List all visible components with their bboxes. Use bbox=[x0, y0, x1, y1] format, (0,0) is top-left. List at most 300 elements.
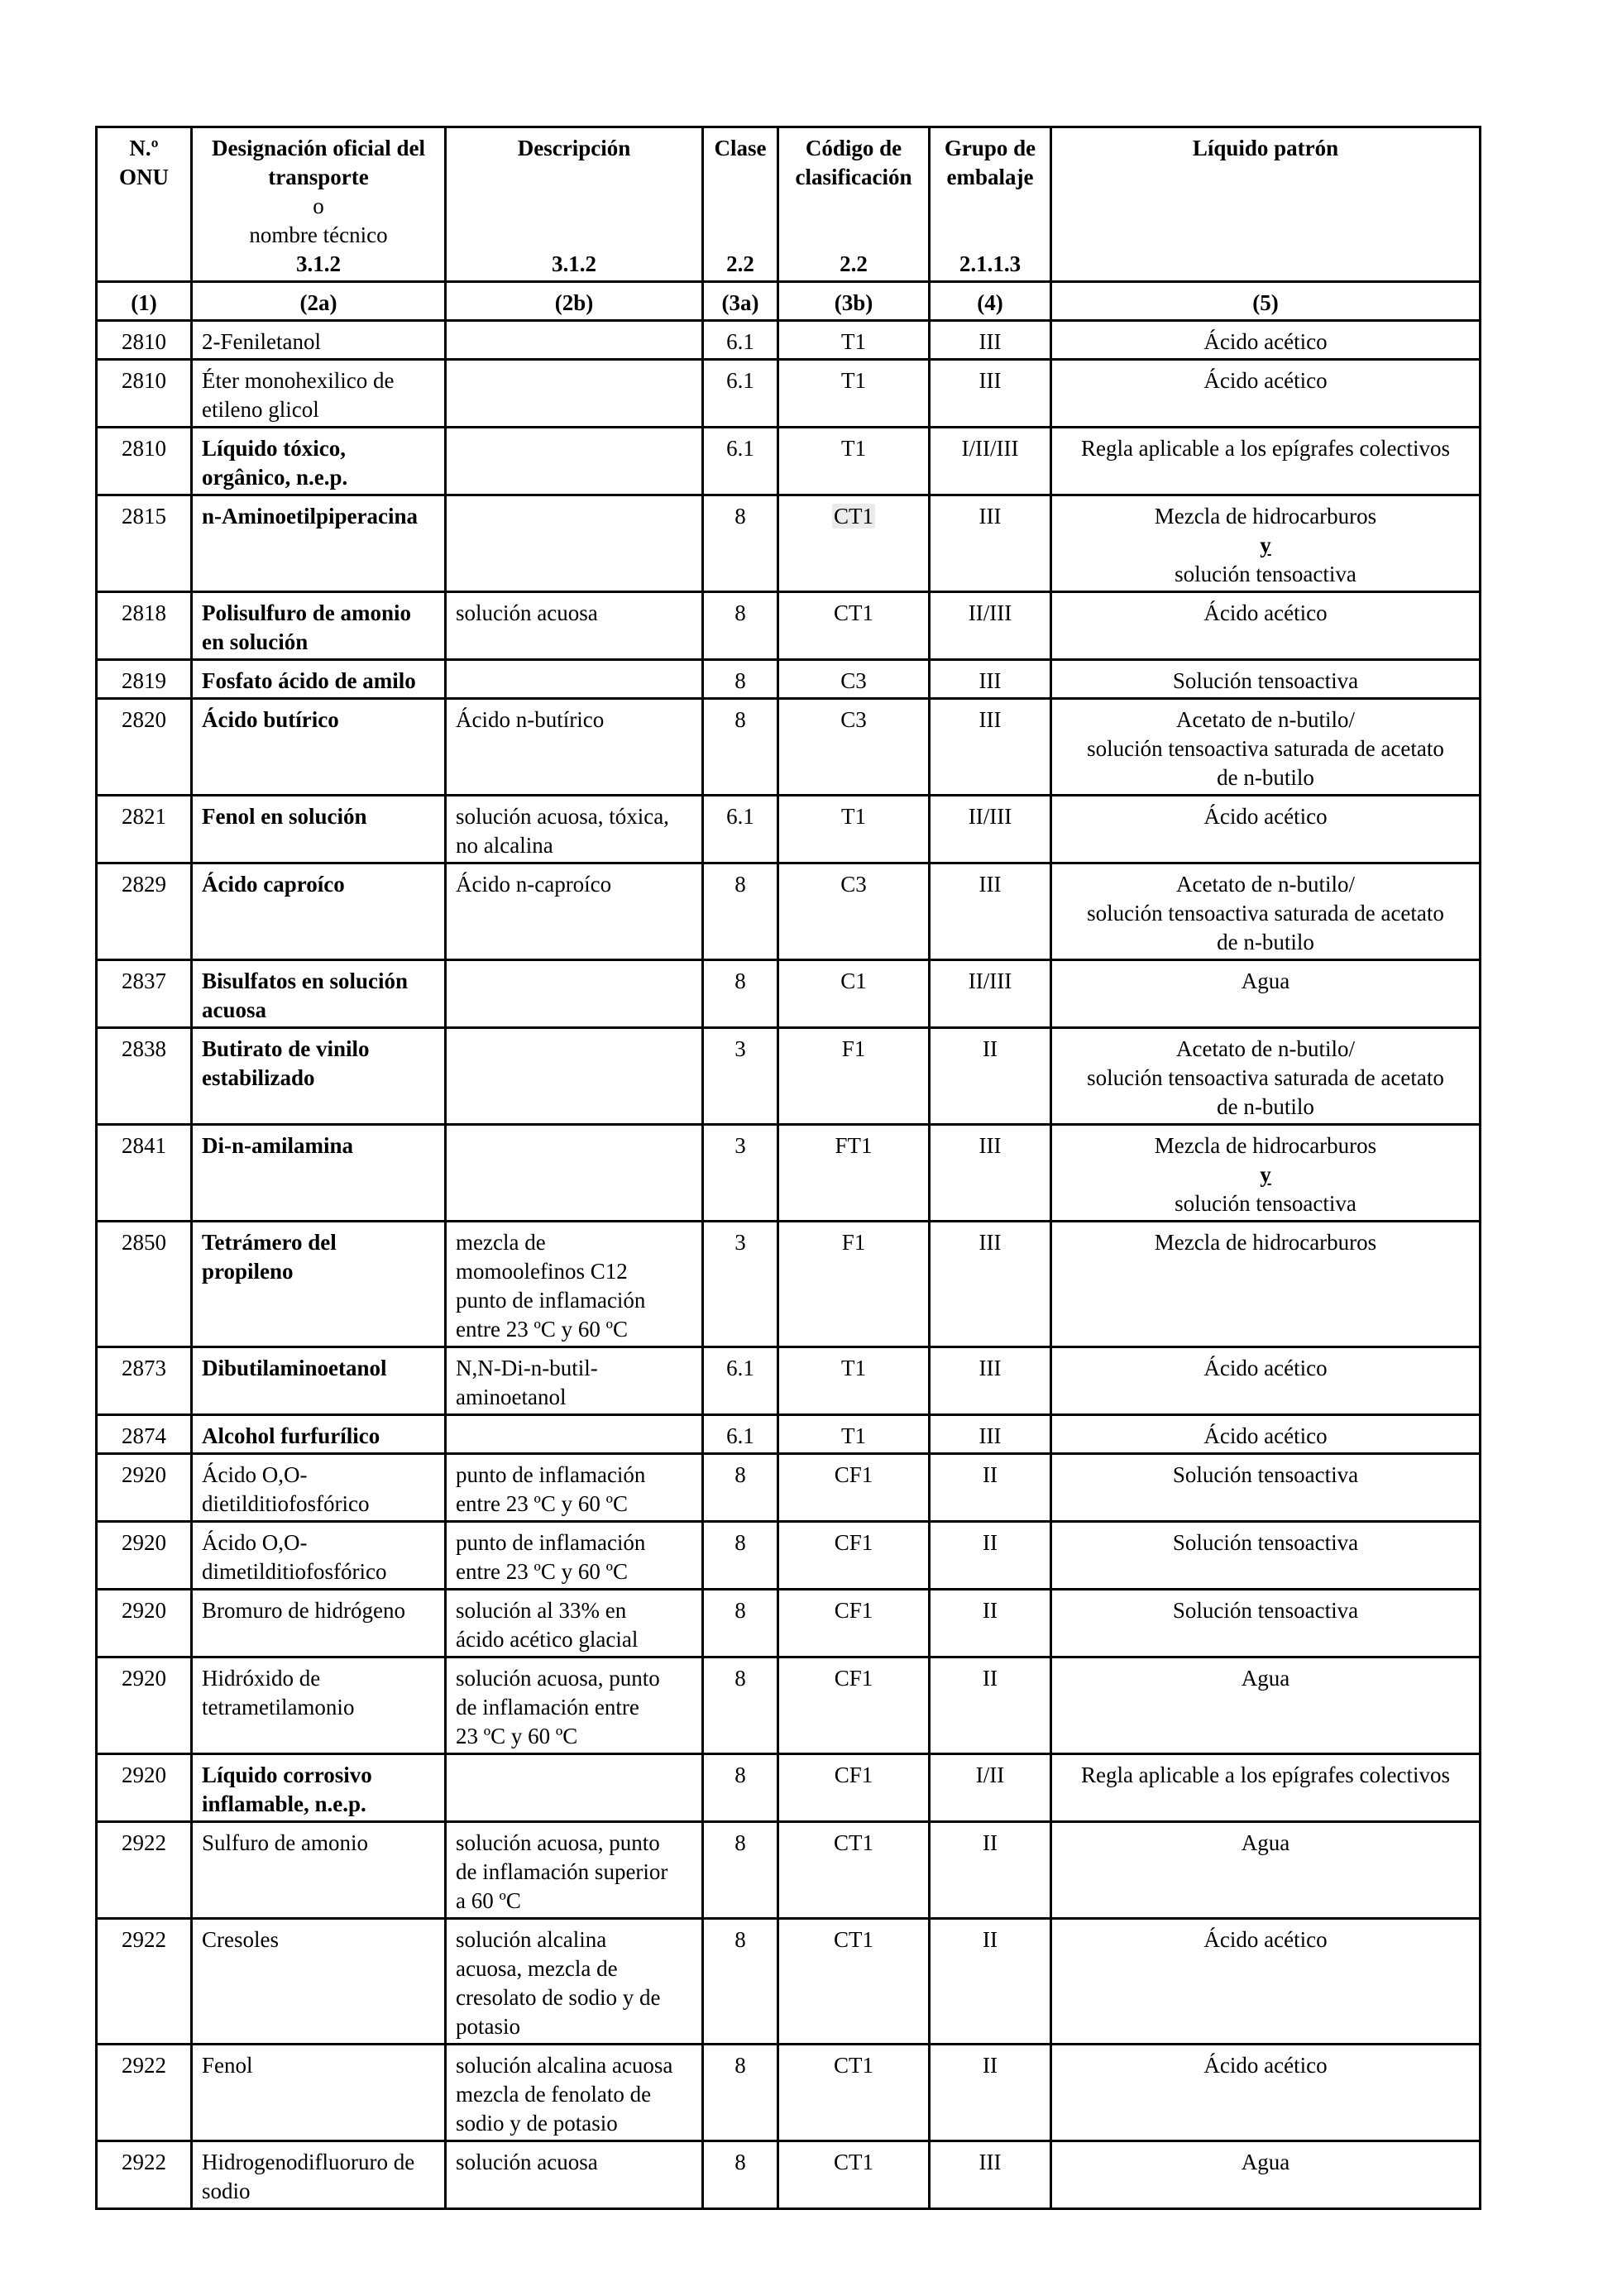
description-line: solución al 33% en bbox=[456, 1598, 627, 1623]
table-row bbox=[97, 1454, 1481, 1522]
header-ref-class: 2.2 bbox=[726, 251, 754, 276]
liquid-line: Agua bbox=[1241, 1666, 1290, 1691]
packing-group-cell: III bbox=[930, 2141, 1051, 2209]
packing-group-cell: II bbox=[930, 1919, 1051, 2045]
standard-liquid-cell bbox=[1051, 1590, 1481, 1657]
col-num: (5) bbox=[1051, 282, 1481, 321]
standard-liquid-cell bbox=[1051, 1028, 1481, 1125]
un-number-cell: 2920 bbox=[97, 1454, 192, 1522]
liquid-line: Agua bbox=[1241, 969, 1290, 993]
packing-group-cell: II bbox=[930, 2045, 1051, 2141]
classification-code-cell: T1 bbox=[778, 796, 930, 863]
description-line: Ácido n-butírico bbox=[456, 707, 605, 732]
class-cell: 8 bbox=[703, 592, 778, 660]
description-line: solución alcalina bbox=[456, 1927, 607, 1952]
description-cell bbox=[446, 1222, 703, 1347]
standard-liquid-cell bbox=[1051, 1754, 1481, 1822]
table-row bbox=[97, 1347, 1481, 1415]
designation-line: sodio bbox=[202, 2179, 251, 2203]
classification-code-cell: CF1 bbox=[778, 1657, 930, 1754]
liquid-line: Mezcla de hidrocarburos bbox=[1154, 504, 1377, 529]
description-cell bbox=[446, 592, 703, 660]
liquid-line: Solución tensoactiva bbox=[1172, 668, 1359, 693]
liquid-line: de n-butilo bbox=[1217, 765, 1314, 790]
description-line: entre 23 ºC y 60 ºC bbox=[456, 1317, 628, 1342]
classification-code-cell: T1 bbox=[778, 321, 930, 360]
packing-group-cell: I/II/III bbox=[930, 428, 1051, 495]
standard-liquid-cell bbox=[1051, 2045, 1481, 2141]
liquid-line: solución tensoactiva saturada de acetato bbox=[1087, 901, 1444, 926]
designation-cell bbox=[192, 699, 446, 796]
classification-code-cell: C1 bbox=[778, 960, 930, 1028]
designation-cell bbox=[192, 495, 446, 592]
un-number-cell: 2821 bbox=[97, 796, 192, 863]
description-cell bbox=[446, 796, 703, 863]
packing-group-cell: III bbox=[930, 495, 1051, 592]
class-cell: 6.1 bbox=[703, 796, 778, 863]
description-line: mezcla de bbox=[456, 1230, 546, 1255]
designation-cell bbox=[192, 1454, 446, 1522]
liquid-line: solución tensoactiva bbox=[1175, 562, 1356, 586]
class-cell: 6.1 bbox=[703, 360, 778, 428]
description-cell bbox=[446, 1125, 703, 1222]
liquid-line: Mezcla de hidrocarburos bbox=[1154, 1230, 1377, 1255]
description-line: solución acuosa, punto bbox=[456, 1830, 660, 1855]
standard-liquid-cell bbox=[1051, 1125, 1481, 1222]
description-cell bbox=[446, 1590, 703, 1657]
un-number-cell: 2819 bbox=[97, 660, 192, 699]
header-un-no: N.º ONU bbox=[97, 127, 192, 282]
un-number-cell: 2920 bbox=[97, 1754, 192, 1822]
class-cell: 8 bbox=[703, 1919, 778, 2045]
packing-group-cell: III bbox=[930, 660, 1051, 699]
description-line: de inflamación superior bbox=[456, 1859, 668, 1884]
designation-line: Fosfato ácido de amilo bbox=[202, 668, 416, 693]
description-cell bbox=[446, 1028, 703, 1125]
table-row bbox=[97, 1822, 1481, 1919]
classification-code-cell: T1 bbox=[778, 360, 930, 428]
packing-group-cell: II bbox=[930, 1590, 1051, 1657]
description-cell bbox=[446, 699, 703, 796]
un-number-cell: 2922 bbox=[97, 1822, 192, 1919]
packing-group-cell: III bbox=[930, 1125, 1051, 1222]
description-line: 23 ºC y 60 ºC bbox=[456, 1724, 578, 1748]
un-number-cell: 2920 bbox=[97, 1590, 192, 1657]
designation-line: dietilditiofosfórico bbox=[202, 1491, 370, 1516]
description-cell bbox=[446, 1522, 703, 1590]
packing-group-cell: II/III bbox=[930, 592, 1051, 660]
designation-line: Di-n-amilamina bbox=[202, 1133, 354, 1158]
packing-group-cell: III bbox=[930, 1222, 1051, 1347]
description-line: solución acuosa, tóxica, bbox=[456, 804, 669, 829]
designation-cell bbox=[192, 1590, 446, 1657]
description-cell bbox=[446, 2045, 703, 2141]
class-cell: 8 bbox=[703, 660, 778, 699]
packing-group-cell: II bbox=[930, 1522, 1051, 1590]
designation-cell bbox=[192, 796, 446, 863]
classification-code-cell: CF1 bbox=[778, 1522, 930, 1590]
standard-liquid-cell bbox=[1051, 1522, 1481, 1590]
col-num: (3b) bbox=[778, 282, 930, 321]
un-number-cell: 2818 bbox=[97, 592, 192, 660]
standard-liquid-cell bbox=[1051, 1415, 1481, 1454]
un-number-cell: 2829 bbox=[97, 863, 192, 960]
table-row bbox=[97, 495, 1481, 592]
description-cell bbox=[446, 1919, 703, 2045]
packing-group-cell: III bbox=[930, 1347, 1051, 1415]
description-cell bbox=[446, 660, 703, 699]
un-number-cell: 2841 bbox=[97, 1125, 192, 1222]
description-line: N,N-Di-n-butil- bbox=[456, 1356, 598, 1380]
col-num: (2a) bbox=[192, 282, 446, 321]
designation-line: Fenol en solución bbox=[202, 804, 367, 829]
un-number-cell: 2837 bbox=[97, 960, 192, 1028]
classification-code-cell: CT1 bbox=[778, 1822, 930, 1919]
description-cell bbox=[446, 1415, 703, 1454]
class-cell: 6.1 bbox=[703, 1347, 778, 1415]
standard-liquid-cell bbox=[1051, 1919, 1481, 2045]
header-description: Descripción 3.1.2 bbox=[446, 127, 703, 282]
designation-cell bbox=[192, 660, 446, 699]
liquid-line: Ácido acético bbox=[1203, 600, 1328, 625]
designation-line: Líquido corrosivo bbox=[202, 1763, 372, 1787]
conjunction-y: y bbox=[1260, 1162, 1271, 1187]
un-number-cell: 2810 bbox=[97, 428, 192, 495]
designation-cell bbox=[192, 428, 446, 495]
classification-code-cell: C3 bbox=[778, 699, 930, 796]
description-cell bbox=[446, 495, 703, 592]
header-classification-code: Código de clasificación 2.2 bbox=[778, 127, 930, 282]
liquid-line: solución tensoactiva saturada de acetato bbox=[1087, 1065, 1444, 1090]
class-cell: 6.1 bbox=[703, 428, 778, 495]
classification-code-cell: T1 bbox=[778, 1415, 930, 1454]
table-row bbox=[97, 660, 1481, 699]
designation-line: tetrametilamonio bbox=[202, 1695, 355, 1720]
table-body bbox=[97, 321, 1481, 2209]
designation-line: Polisulfuro de amonio bbox=[202, 600, 412, 625]
description-cell bbox=[446, 1822, 703, 1919]
table-row bbox=[97, 1754, 1481, 1822]
packing-group-cell: III bbox=[930, 699, 1051, 796]
col-num: (3a) bbox=[703, 282, 778, 321]
un-number-cell: 2815 bbox=[97, 495, 192, 592]
standard-liquid-cell bbox=[1051, 796, 1481, 863]
header-ref-packing-group: 2.1.1.3 bbox=[959, 251, 1022, 276]
col-num: (1) bbox=[97, 282, 192, 321]
header-class: Clase 2.2 bbox=[703, 127, 778, 282]
description-line: acuosa, mezcla de bbox=[456, 1956, 618, 1981]
table-row bbox=[97, 699, 1481, 796]
description-cell bbox=[446, 2141, 703, 2209]
packing-group-cell: II bbox=[930, 1454, 1051, 1522]
standard-liquid-cell bbox=[1051, 1454, 1481, 1522]
designation-line: 2-Feniletanol bbox=[202, 329, 321, 354]
designation-line: Líquido tóxico, bbox=[202, 436, 347, 461]
designation-cell bbox=[192, 1657, 446, 1754]
designation-line: Tetrámero del bbox=[202, 1230, 337, 1255]
class-cell: 8 bbox=[703, 1822, 778, 1919]
packing-group-cell: II/III bbox=[930, 960, 1051, 1028]
class-cell: 3 bbox=[703, 1125, 778, 1222]
class-cell: 3 bbox=[703, 1222, 778, 1347]
header-ref-classification-code: 2.2 bbox=[840, 251, 868, 276]
designation-cell bbox=[192, 2045, 446, 2141]
table-row bbox=[97, 592, 1481, 660]
col-num: (4) bbox=[930, 282, 1051, 321]
designation-line: Ácido O,O- bbox=[202, 1530, 308, 1555]
classification-code-cell: CF1 bbox=[778, 1590, 930, 1657]
designation-cell bbox=[192, 1125, 446, 1222]
designation-cell bbox=[192, 1754, 446, 1822]
description-line: punto de inflamación bbox=[456, 1462, 646, 1487]
description-line: mezcla de fenolato de bbox=[456, 2082, 652, 2107]
description-line: solución acuosa bbox=[456, 600, 598, 625]
designation-cell bbox=[192, 321, 446, 360]
description-line: entre 23 ºC y 60 ºC bbox=[456, 1559, 628, 1584]
classification-code-cell: CT1 bbox=[778, 1919, 930, 2045]
liquid-line: Solución tensoactiva bbox=[1172, 1598, 1359, 1623]
designation-line: Hidrogenodifluoruro de bbox=[202, 2150, 415, 2174]
table-row bbox=[97, 1590, 1481, 1657]
designation-line: dimetilditiofosfórico bbox=[202, 1559, 387, 1584]
header-ref-description: 3.1.2 bbox=[552, 251, 596, 276]
table-row bbox=[97, 2141, 1481, 2209]
standard-liquid-cell bbox=[1051, 592, 1481, 660]
packing-group-cell: III bbox=[930, 321, 1051, 360]
packing-group-cell: I/II bbox=[930, 1754, 1051, 1822]
description-cell bbox=[446, 1454, 703, 1522]
un-number-cell: 2920 bbox=[97, 1522, 192, 1590]
standard-liquid-cell bbox=[1051, 1222, 1481, 1347]
class-cell: 8 bbox=[703, 1657, 778, 1754]
table-row bbox=[97, 321, 1481, 360]
packing-group-cell: II bbox=[930, 1822, 1051, 1919]
classification-code-cell: CF1 bbox=[778, 1754, 930, 1822]
designation-cell bbox=[192, 2141, 446, 2209]
liquid-line: Solución tensoactiva bbox=[1172, 1462, 1359, 1487]
liquid-line: de n-butilo bbox=[1217, 1094, 1314, 1119]
description-cell bbox=[446, 321, 703, 360]
designation-line: etileno glicol bbox=[202, 397, 319, 422]
un-number-cell: 2810 bbox=[97, 360, 192, 428]
liquid-line: Agua bbox=[1241, 2150, 1290, 2174]
designation-cell bbox=[192, 1347, 446, 1415]
liquid-line: Ácido acético bbox=[1203, 368, 1328, 393]
liquid-line: Ácido acético bbox=[1203, 329, 1328, 354]
standard-liquid-cell bbox=[1051, 960, 1481, 1028]
designation-cell bbox=[192, 1822, 446, 1919]
liquid-line: Solución tensoactiva bbox=[1172, 1530, 1359, 1555]
designation-line: Bisulfatos en solución bbox=[202, 969, 409, 993]
class-cell: 8 bbox=[703, 1590, 778, 1657]
designation-cell bbox=[192, 863, 446, 960]
designation-line: Bromuro de hidrógeno bbox=[202, 1598, 405, 1623]
description-line: solución acuosa, punto bbox=[456, 1666, 660, 1691]
liquid-line: Ácido acético bbox=[1203, 1423, 1328, 1448]
liquid-line: Ácido acético bbox=[1203, 1927, 1328, 1952]
liquid-line: Ácido acético bbox=[1203, 804, 1328, 829]
description-line: cresolato de sodio y de bbox=[456, 1985, 661, 2010]
header-standard-liquid: Líquido patrón bbox=[1051, 127, 1481, 282]
packing-group-cell: III bbox=[930, 1415, 1051, 1454]
designation-line: Sulfuro de amonio bbox=[202, 1830, 368, 1855]
column-number-row bbox=[97, 282, 1481, 321]
designation-cell bbox=[192, 592, 446, 660]
designation-line: Alcohol furfurílico bbox=[202, 1423, 380, 1448]
description-cell bbox=[446, 960, 703, 1028]
class-cell: 6.1 bbox=[703, 1415, 778, 1454]
standard-liquid-cell bbox=[1051, 428, 1481, 495]
designation-line: Ácido butírico bbox=[202, 707, 339, 732]
packing-group-cell: III bbox=[930, 863, 1051, 960]
liquid-line: Acetato de n-butilo/ bbox=[1176, 872, 1355, 897]
header-ref-designation: 3.1.2 bbox=[296, 251, 341, 276]
class-cell: 8 bbox=[703, 1522, 778, 1590]
description-line: a 60 ºC bbox=[456, 1888, 521, 1913]
description-cell bbox=[446, 1754, 703, 1822]
designation-line: Butirato de vinilo bbox=[202, 1036, 370, 1061]
classification-code-cell: T1 bbox=[778, 1347, 930, 1415]
designation-line: propileno bbox=[202, 1259, 294, 1284]
designation-line: estabilizado bbox=[202, 1065, 315, 1090]
designation-cell bbox=[192, 1222, 446, 1347]
designation-line: Éter monohexilico de bbox=[202, 368, 395, 393]
designation-cell bbox=[192, 360, 446, 428]
designation-line: Hidróxido de bbox=[202, 1666, 321, 1691]
designation-line: Fenol bbox=[202, 2053, 253, 2078]
table-row bbox=[97, 1125, 1481, 1222]
conjunction-y: y bbox=[1260, 533, 1271, 557]
un-number-cell: 2922 bbox=[97, 2045, 192, 2141]
standard-liquid-cell bbox=[1051, 1347, 1481, 1415]
table-row bbox=[97, 863, 1481, 960]
standard-liquid-cell bbox=[1051, 660, 1481, 699]
class-cell: 8 bbox=[703, 960, 778, 1028]
class-cell: 8 bbox=[703, 863, 778, 960]
class-cell: 8 bbox=[703, 699, 778, 796]
description-line: punto de inflamación bbox=[456, 1530, 646, 1555]
description-cell bbox=[446, 1347, 703, 1415]
packing-group-cell: II/III bbox=[930, 796, 1051, 863]
col-num: (2b) bbox=[446, 282, 703, 321]
standard-liquid-cell bbox=[1051, 360, 1481, 428]
highlighted-code: CT1 bbox=[833, 504, 873, 529]
designation-line: en solución bbox=[202, 629, 309, 654]
liquid-line: Ácido acético bbox=[1203, 1356, 1328, 1380]
table-row bbox=[97, 1415, 1481, 1454]
liquid-line: Mezcla de hidrocarburos bbox=[1154, 1133, 1377, 1158]
liquid-line: de n-butilo bbox=[1217, 930, 1314, 954]
table-row bbox=[97, 2045, 1481, 2141]
standard-liquid-cell bbox=[1051, 2141, 1481, 2209]
designation-cell bbox=[192, 1028, 446, 1125]
description-cell bbox=[446, 428, 703, 495]
description-line: solución acuosa bbox=[456, 2150, 598, 2174]
un-number-cell: 2922 bbox=[97, 2141, 192, 2209]
classification-code-cell: FT1 bbox=[778, 1125, 930, 1222]
designation-line: acuosa bbox=[202, 997, 267, 1022]
table-row bbox=[97, 960, 1481, 1028]
header-designation: Designación oficial del transporte o nombre técnico 3.1.2 bbox=[192, 127, 446, 282]
table-row bbox=[97, 428, 1481, 495]
un-number-cell: 2920 bbox=[97, 1657, 192, 1754]
designation-line: n-Aminoetilpiperacina bbox=[202, 504, 418, 529]
description-line: de inflamación entre bbox=[456, 1695, 639, 1720]
un-number-cell: 2810 bbox=[97, 321, 192, 360]
class-cell: 8 bbox=[703, 2045, 778, 2141]
liquid-line: solución tensoactiva bbox=[1175, 1191, 1356, 1216]
designation-line: Ácido O,O- bbox=[202, 1462, 308, 1487]
description-line: no alcalina bbox=[456, 833, 553, 858]
table-row bbox=[97, 1028, 1481, 1125]
un-number-cell: 2820 bbox=[97, 699, 192, 796]
classification-code-cell: CT1 bbox=[778, 592, 930, 660]
table-row bbox=[97, 360, 1481, 428]
designation-cell bbox=[192, 1522, 446, 1590]
packing-group-cell: III bbox=[930, 360, 1051, 428]
class-cell: 8 bbox=[703, 2141, 778, 2209]
designation-cell bbox=[192, 1415, 446, 1454]
class-cell: 3 bbox=[703, 1028, 778, 1125]
description-line: solución alcalina acuosa bbox=[456, 2053, 673, 2078]
classification-code-cell bbox=[778, 495, 930, 592]
classification-code-cell: C3 bbox=[778, 660, 930, 699]
description-line: Ácido n-caproíco bbox=[456, 872, 612, 897]
designation-cell bbox=[192, 960, 446, 1028]
description-cell bbox=[446, 863, 703, 960]
designation-line: Ácido caproíco bbox=[202, 872, 345, 897]
table-row bbox=[97, 1657, 1481, 1754]
designation-line: orgânico, n.e.p. bbox=[202, 465, 348, 490]
description-line: momoolefinos C12 bbox=[456, 1259, 628, 1284]
classification-code-cell: F1 bbox=[778, 1028, 930, 1125]
un-number-cell: 2873 bbox=[97, 1347, 192, 1415]
un-number-cell: 2850 bbox=[97, 1222, 192, 1347]
class-cell: 8 bbox=[703, 1454, 778, 1522]
classification-code-cell: T1 bbox=[778, 428, 930, 495]
un-number-cell: 2874 bbox=[97, 1415, 192, 1454]
header-row bbox=[97, 127, 1481, 282]
description-line: ácido acético glacial bbox=[456, 1627, 639, 1652]
standard-liquid-cell bbox=[1051, 699, 1481, 796]
description-cell bbox=[446, 1657, 703, 1754]
class-cell: 8 bbox=[703, 1754, 778, 1822]
designation-line: Cresoles bbox=[202, 1927, 279, 1952]
classification-code-cell: F1 bbox=[778, 1222, 930, 1347]
table-row bbox=[97, 1222, 1481, 1347]
description-line: aminoetanol bbox=[456, 1385, 567, 1409]
description-line: punto de inflamación bbox=[456, 1288, 646, 1313]
table-row bbox=[97, 796, 1481, 863]
description-line: potasio bbox=[456, 2014, 520, 2039]
table-row bbox=[97, 1919, 1481, 2045]
classification-code-cell: CT1 bbox=[778, 2141, 930, 2209]
classification-code-cell: CT1 bbox=[778, 2045, 930, 2141]
class-cell: 6.1 bbox=[703, 321, 778, 360]
standard-liquid-cell bbox=[1051, 1657, 1481, 1754]
designation-cell bbox=[192, 1919, 446, 2045]
un-number-cell: 2838 bbox=[97, 1028, 192, 1125]
standard-liquid-cell bbox=[1051, 863, 1481, 960]
table-row bbox=[97, 1522, 1481, 1590]
description-line: entre 23 ºC y 60 ºC bbox=[456, 1491, 628, 1516]
packing-group-cell: II bbox=[930, 1657, 1051, 1754]
liquid-line: Acetato de n-butilo/ bbox=[1176, 1036, 1355, 1061]
standard-liquid-cell bbox=[1051, 495, 1481, 592]
classification-code-cell: CF1 bbox=[778, 1454, 930, 1522]
classification-code-cell: C3 bbox=[778, 863, 930, 960]
class-cell: 8 bbox=[703, 495, 778, 592]
